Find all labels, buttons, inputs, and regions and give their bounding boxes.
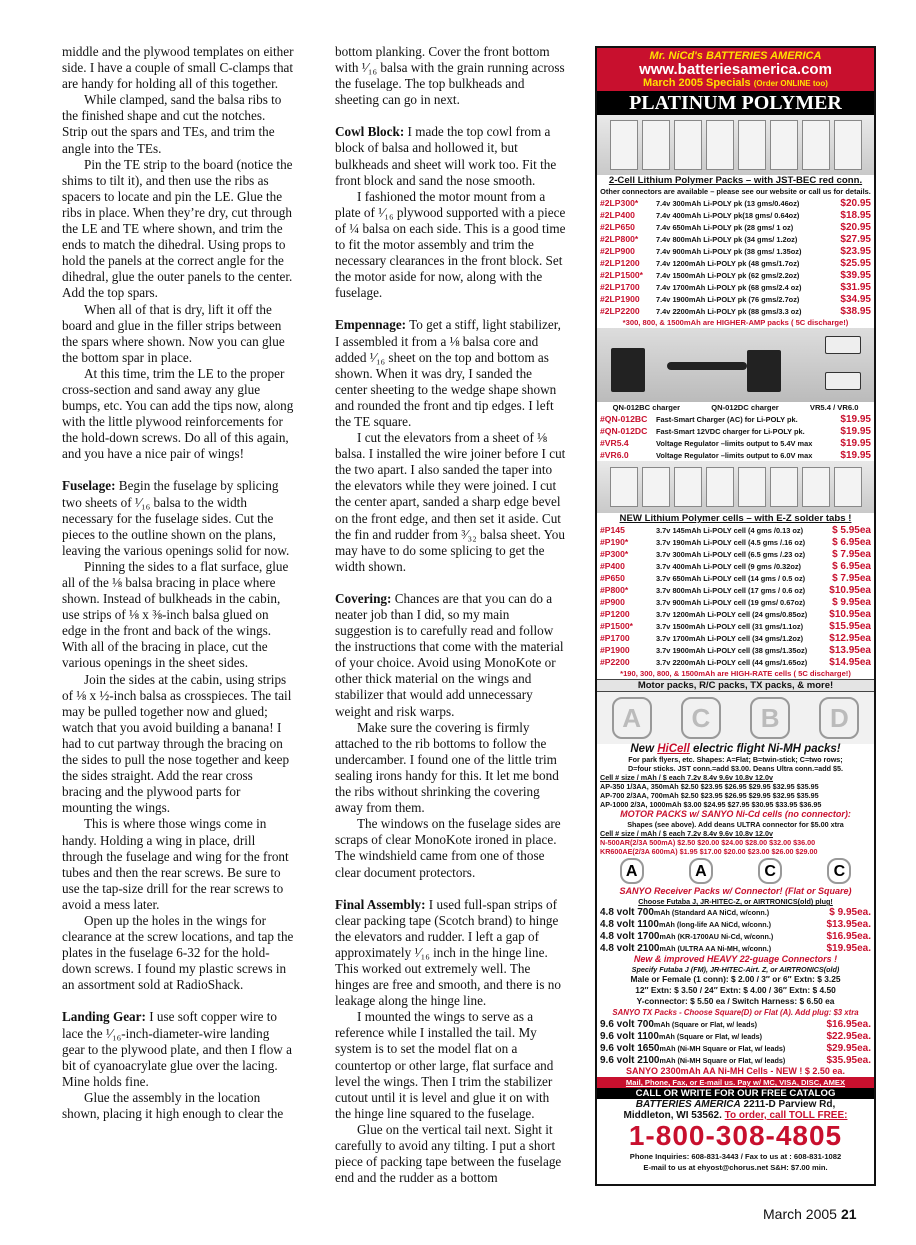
paragraph: Pinning the sides to a flat surface, glue all of the ⅛ balsa bracing in place where shown. Instead of bulkheads in the cabin, use strips of ⅛ x ⅜-inch balsa glued on edge in the front and back of the wings. With all of the bracing in place, cut the various openings in the sheet sides. bbox=[62, 558, 289, 671]
address-line: Middleton, WI 53562. To order, call TOLL FREE: bbox=[623, 1110, 848, 1121]
tx-packs-title: SANYO TX Packs - Choose Square(D) or Flat (A). Add plug: $3 xtra bbox=[612, 1008, 859, 1017]
ad-banner: PLATINUM POLYMER bbox=[597, 91, 874, 115]
section-paragraph: Covering: Chances are that you can do a neater job than I did, so my main suggestion is to carefully read and follow the instructions that come with the material of your choice. Avoid using MonoKote or other thick material on the wings and stabilizer that would add unnecessary weight and risk warps. bbox=[335, 590, 564, 719]
hicell-table-header: Cell # size / mAh / $ each 7.2v 8.4v 9.6v 10.8v 12.0v bbox=[600, 773, 774, 782]
tx-row: 9.6 volt 700 mAh (Square or Flat, w/ leads) $16.95ea. bbox=[600, 1018, 871, 1030]
pack-row: #2LP1200 7.4v 1200mAh Li-POLY pk (48 gms/1.7oz) $25.95 bbox=[600, 257, 871, 269]
battery-packs-image bbox=[597, 115, 874, 175]
paragraph: Glue the assembly in the location shown, placing it high enough to clear the bbox=[62, 1089, 284, 1121]
paragraph: Make sure the covering is firmly attached to the rib bottoms to follow the undercamber. I found one of the little trim sealing irons handy for this. It let me bond the ribs without shrinking the covering away from them. bbox=[335, 719, 559, 816]
pack-row: #2LP900 7.4v 900mAh Li-POLY pk (38 gms/ 1.35oz) $23.95 bbox=[600, 245, 871, 257]
paragraph: This is where those wings come in handy. Holding a wing in place, drill through the fuselage and wing for the front tubes and then the rear screws. Be sure to use the tap-size drill for the rear screws to avoid a mess later. bbox=[62, 816, 289, 912]
motor-row: KR600AE(2/3A 600mA) $1.95 $17.00 $20.00 $23.00 $26.00 $29.00 bbox=[600, 847, 818, 856]
payment-info: Mail, Phone, Fax, or E-mail us. Pay w/ MC, VISA, DISC, AMEX bbox=[597, 1077, 874, 1088]
ad-header bbox=[597, 48, 874, 91]
paragraph: I mounted the wings to serve as a reference while I installed the tail. My system is to set the model flat on a countertop or other large, flat surface and level the wings. Then I trim the stabilizer cutout until it is level and glue it on with the hinge line squared to the fuselage. bbox=[335, 1009, 554, 1121]
receiver-price-list bbox=[597, 906, 874, 954]
section-paragraph: Cowl Block: I made the top cowl from a block of balsa and hollowed it, but bulkheads and sheet will work too. Fit the front block and sand the nose smooth. bbox=[335, 124, 557, 188]
section-heading-landing-gear: Landing Gear: bbox=[62, 1009, 146, 1025]
charger-row: #QN-012BC Fast-Smart Charger (AC) for Li-POLY pk. $19.95 bbox=[600, 413, 871, 425]
cell-row: #P300* 3.7v 300mAh Li-POLY cell (6.5 gms /.23 oz) $ 7.95ea bbox=[600, 548, 871, 560]
cells-section-title: NEW Lithium Polymer cells – with E-Z solder tabs ! bbox=[619, 513, 852, 524]
receiver-row: 4.8 volt 1700 mAh (KR-1700AU Ni-Cd, w/conn.) $16.95ea. bbox=[600, 930, 871, 942]
tx-row: 9.6 volt 1100 mAh (Square or Flat, w/ leads) $22.95ea. bbox=[600, 1030, 871, 1042]
cell-row: #P900 3.7v 900mAh Li-POLY cell (19 gms/ 0.67oz) $ 9.95ea bbox=[600, 596, 871, 608]
connectors-subtitle: Specify Futaba J (FM), JR-HITEC-Airt. Z, or AIRTRONICS(old) bbox=[631, 965, 840, 974]
section-paragraph: Fuselage: Begin the fuselage by splicing two sheets of ¹⁄₁₆ balsa to the width necessary for the fuselage sides. Cut the pieces to the outline shown on the plans, leaving the various openings solid for now. bbox=[62, 478, 290, 558]
paragraph: Join the sides at the cabin, using strips of ⅛ x ½-inch balsa as crosspieces. The tail may be pulled together now and glued; watch that you avoid building a banana! I had to cut partway through the bracing on the sides to pull the nose together and keep the sides straight. Add the rear cross bracing and the plywood parts for mounting the wings. bbox=[62, 671, 292, 816]
section-heading-final-assembly: Final Assembly: bbox=[335, 896, 426, 912]
cell-row: #P1200 3.7v 1200mAh Li-POLY cell (24 gms/0.85oz) $10.95ea bbox=[600, 608, 871, 620]
charger-price-list bbox=[597, 413, 874, 461]
section-heading-empennage: Empennage: bbox=[335, 317, 407, 333]
charger-row: #QN-012DC Fast-Smart 12VDC charger for Li-POLY pk. $19.95 bbox=[600, 425, 871, 437]
tx-row: 9.6 volt 2100 mAh (Ni-MH Square or Flat, w/ leads) $35.95ea. bbox=[600, 1054, 871, 1066]
receiver-row: 4.8 volt 1100 mAh (long-life AA NiCd, w/conn.) $13.95ea. bbox=[600, 918, 871, 930]
pack-row: #2LP1700 7.4v 1700mAh Li-POLY pk (68 gms/2.4 oz) $31.95 bbox=[600, 281, 871, 293]
charger-labels: QN-012BC charger QN-012DC charger VR5.4 / VR6.0 bbox=[612, 403, 859, 412]
charger-image bbox=[597, 328, 874, 402]
motor-table-header: Cell # size / mAh / $ each 7.2v 8.4v 9.6v 10.8v 12.0v bbox=[600, 829, 774, 838]
receiver-packs-image: A A C C bbox=[597, 856, 874, 886]
paragraph: Open up the holes in the wings for clearance at the screw locations, and tap the plates in the fuselage 6-32 for the hold-down screws. I found my plastic screws in an assortment sold at RadioShack. bbox=[62, 912, 294, 993]
pack-section-subtitle: Other connectors are available – please see our website or call us for details. bbox=[600, 187, 871, 196]
paragraph: When all of that is dry, lift it off the board and glue in the filler strips between the spars where shown. Now you can glue the bottom spar in place. bbox=[62, 301, 285, 365]
section-paragraph: Landing Gear: I use soft copper wire to lace the ¹⁄₁₆-inch-diameter-wire landing gear to the plywood plate, and then I flow a bit of cyanoacrylate glue over the lacing. Mine holds fine. bbox=[62, 1009, 292, 1089]
paragraph: Glue on the vertical tail next. Sight it carefully to avoid any tilting. I put a short piece of packing tape between the fuselage end and the rudder as a bottom bbox=[335, 1121, 562, 1186]
receiver-packs-title: SANYO Receiver Packs w/ Connector! (Flat or Square) bbox=[619, 886, 852, 896]
paragraph: Pin the TE strip to the board (notice the shims to tilt it), and then use the ribs as spacers to locate and pin the LE. Glue the ribs in place. When they’re dry, cut through the LE and TE where shown, and trim the ends to match the dihedral. Using props to hold the panels at the correct angle for the dihedral, glue the outer panels to the center. Add the top spars. bbox=[62, 156, 293, 301]
receiver-packs-subtitle: Choose Futaba J, JR-HITEC-Z, or AIRTRONICS(old) plug! bbox=[638, 897, 833, 906]
cell-row: #P2200 3.7v 2200mAh Li-POLY cell (44 gms/1.65oz) $14.95ea bbox=[600, 656, 871, 668]
text-column-middle bbox=[335, 44, 567, 1186]
section-heading-covering: Covering: bbox=[335, 590, 392, 606]
hicell-subtitle: D=four sticks. JST conn.=add $3.00. Deans Ultra conn.=add $5. bbox=[627, 764, 844, 773]
connector-prices: Male or Female (1 conn): $ 2.00 / 3″ or 6″ Extn: $ 3.25 bbox=[630, 974, 841, 984]
extension-prices: 12″ Extn: $ 3.50 / 24″ Extn: $ 4.00 / 36″ Extn: $ 4.50 bbox=[635, 985, 836, 995]
paragraph: middle and the plywood templates on either side. I have a couple of small C-clamps that are handy for holding all of this together. bbox=[62, 44, 294, 92]
pack-section-title: 2-Cell Lithium Polymer Packs – with JST-BEC red conn. bbox=[608, 175, 863, 186]
paragraph: I cut the elevators from a sheet of ⅛ balsa. I installed the wire joiner before I cut the two apart. I also sanded the taper into the elevators while they were joined. I cut the center apart, sanded a sharp edge bevel on the front edge, and then set it aside. Cut the fin and rudder from ³⁄₃₂ balsa sheet. You may have to do some splicing to get the width shown. bbox=[335, 430, 566, 574]
paragraph: The windows on the fuselage sides are scraps of clear MonoKote ironed in place. The windshield came from one of those clear document protectors. bbox=[335, 816, 561, 880]
hicell-title: New HiCell electric flight Ni-MH packs! bbox=[630, 743, 841, 755]
section-heading-cowl-block: Cowl Block: bbox=[335, 124, 405, 140]
cells-note: *190, 300, 800, & 1500mAh are HIGH-RATE cells ( 5C discharge!) bbox=[620, 669, 851, 678]
receiver-row: 4.8 volt 2100 mAh (ULTRA AA Ni-MH, w/conn.) $19.95ea. bbox=[600, 942, 871, 954]
cell-row: #P145 3.7v 145mAh Li-POLY cell (4 gms /0.13 oz) $ 5.95ea bbox=[600, 524, 871, 536]
toll-free-phone[interactable]: 1-800-308-4805 bbox=[628, 1120, 843, 1151]
pack-row: #2LP650 7.4v 650mAh Li-POLY pk (28 gms/ 1 oz) $20.95 bbox=[600, 221, 871, 233]
page-folio bbox=[763, 1206, 857, 1222]
hicell-row: AP-700 2/3AA, 700mAh $2.50 $23.95 $26.95 $29.95 $32.95 $35.95 bbox=[600, 791, 819, 800]
connectors-title: New & improved HEAVY 22-guage Connectors ! bbox=[633, 954, 838, 964]
pack-note: *300, 800, & 1500mAh are HIGHER-AMP packs ( 5C discharge!) bbox=[622, 318, 849, 327]
cell-price-list bbox=[597, 524, 874, 668]
motor-packs-strip: Motor packs, R/C packs, TX packs, & more! bbox=[597, 679, 874, 692]
address-line: BATTERIES AMERICA 2211-D Parview Rd, bbox=[635, 1099, 836, 1110]
cell-row: #P1500* 3.7v 1500mAh Li-POLY cell (31 gms/1.1oz) $15.95ea bbox=[600, 620, 871, 632]
hicell-row: AP-1000 2/3A, 1000mAh $3.00 $24.95 $27.95 $30.95 $33.95 $36.95 bbox=[600, 800, 822, 809]
section-paragraph: Empennage: To get a stiff, light stabilizer, I assembled it from a ⅛ balsa core and added ¹⁄₁₆ sheet on the top and bottom as shown. When it was dry, I sanded the center sheeting to the wedge shape shown and rounded the front and tip edges. I left the TE square. bbox=[335, 317, 561, 429]
pack-row: #2LP1500* 7.4v 1500mAh Li-POLY pk (62 gms/2.2oz) $39.95 bbox=[600, 269, 871, 281]
ad-specials: March 2005 Specials (Order ONLINE too) bbox=[643, 77, 828, 89]
charger-row: #VR6.0 Voltage Regulator –limits output to 6.0V max $19.95 bbox=[600, 449, 871, 461]
phone-fax-info: Phone Inquiries: 608-831-3443 / Fax to us at : 608-831-1082 bbox=[629, 1152, 842, 1161]
cell-shapes-image: A C B D bbox=[597, 692, 874, 744]
cell-row: #P1900 3.7v 1900mAh Li-POLY cell (38 gms/1.35oz) $13.95ea bbox=[600, 644, 871, 656]
motor-packs-subtitle: Shapes (see above). Add deans ULTRA connector for $5.00 xtra bbox=[627, 820, 844, 829]
paragraph: I fashioned the motor mount from a plate of ¹⁄₁₆ plywood supported with a piece of ¼ balsa on each side. This is a good time to fit the motor assembly and trim the necessary clearances in the front block. Set the motor aside for now, along with the fuselage. bbox=[335, 188, 566, 301]
section-paragraph: Final Assembly: I used full-span strips of clear packing tape (Scotch brand) to hinge the elevators and rudder. I left a gap of approximately ¹⁄₁₆ inch in the hinge line. This worked out extremely well. The hinges are free and smooth, and there is no leakage along the hinge line. bbox=[335, 896, 561, 1009]
tx-row: 9.6 volt 1650 mAh (Ni-MH Square or Flat, w/ leads) $29.95ea. bbox=[600, 1042, 871, 1054]
motor-packs-title: MOTOR PACKS w/ SANYO Ni-Cd cells (no connector): bbox=[620, 809, 851, 819]
paragraph: At this time, trim the LE to the proper cross-section and sand away any glue bumps, etc. You can add the tips now, along with the little plywood reinforcements for the hold-down screws. Do all of this again, and you have a nice pair of wings! bbox=[62, 365, 294, 462]
pack-row: #2LP1900 7.4v 1900mAh Li-POLY pk (76 gms/2.7oz) $34.95 bbox=[600, 293, 871, 305]
cell-row: #P1700 3.7v 1700mAh Li-POLY cell (34 gms/1.2oz) $12.95ea bbox=[600, 632, 871, 644]
aa-cells-row: SANYO 2300mAh AA Ni-MH Cells - NEW ! $ 2.50 ea. bbox=[626, 1066, 845, 1076]
motor-row: N-500AR(2/3A 500mA) $2.50 $20.00 $24.00 $28.00 $32.00 $36.00 bbox=[600, 838, 816, 847]
text-column-left bbox=[62, 44, 294, 1122]
catalog-callout: CALL OR WRITE FOR OUR FREE CATALOG bbox=[597, 1088, 874, 1099]
section-heading-fuselage: Fuselage: bbox=[62, 478, 116, 494]
charger-row: #VR5.4 Voltage Regulator –limits output to 5.4V max $19.95 bbox=[600, 437, 871, 449]
hicell-row: AP-350 1/3AA, 350mAh $2.50 $23.95 $26.95 $29.95 $32.95 $35.95 bbox=[600, 782, 819, 791]
ad-brand: Mr. NiCd's BATTERIES AMERICA bbox=[649, 50, 822, 62]
pack-row: #2LP2200 7.4v 2200mAh Li-POLY pk (88 gms/3.3 oz) $38.95 bbox=[600, 305, 871, 317]
pack-row: #2LP300* 7.4v 300mAh Li-POLY pk (13 gms/0.46oz) $20.95 bbox=[600, 197, 871, 209]
pack-row: #2LP800* 7.4v 800mAh Li-POLY pk (34 gms/ 1.2oz) $27.95 bbox=[600, 233, 871, 245]
cell-row: #P190* 3.7v 190mAh Li-POLY cell (4.5 gms /.16 oz) $ 6.95ea bbox=[600, 536, 871, 548]
receiver-row: 4.8 volt 700 mAh (Standard AA NiCd, w/conn.) $ 9.95ea. bbox=[600, 906, 871, 918]
paragraph: bottom planking. Cover the front bottom with ¹⁄₁₆ balsa with the grain running across the fuselage. The top bulkheads and sheeting can go in next. bbox=[335, 44, 565, 108]
cell-row: #P650 3.7v 650mAh Li-POLY cell (14 gms / 0.5 oz) $ 7.95ea bbox=[600, 572, 871, 584]
batteries-america-ad bbox=[595, 46, 876, 1186]
paragraph: While clamped, sand the balsa ribs to the finished shape and cut the notches. Strip out the spars and TEs, and trim the angle into the TEs. bbox=[62, 92, 282, 156]
page-number: 21 bbox=[840, 1206, 857, 1222]
pack-price-list bbox=[597, 197, 874, 317]
pack-row: #2LP400 7.4v 400mAh Li-POLY pk(18 gms/ 0.64oz) $18.95 bbox=[600, 209, 871, 221]
y-connector-prices: Y-connector: $ 5.50 ea / Switch Harness: $ 6.50 ea bbox=[636, 996, 835, 1006]
issue-date: March 2005 bbox=[763, 1206, 837, 1222]
hicell-subtitle: For park flyers, etc. Shapes: A=Flat; B=twin-stick; C=two rows; bbox=[628, 755, 843, 764]
cell-row: #P400 3.7v 400mAh Li-POLY cell (9 gms /0.32oz) $ 6.95ea bbox=[600, 560, 871, 572]
email-shipping-info: E-mail to us at ehyost@chorus.net S&H: $7.00 min. bbox=[643, 1163, 828, 1172]
tx-price-list bbox=[597, 1018, 874, 1066]
cell-row: #P800* 3.7v 800mAh Li-POLY cell (17 gms / 0.6 oz) $10.95ea bbox=[600, 584, 871, 596]
ad-url-link[interactable]: www.batteriesamerica.com bbox=[639, 61, 832, 78]
lipo-cells-image bbox=[597, 461, 874, 513]
